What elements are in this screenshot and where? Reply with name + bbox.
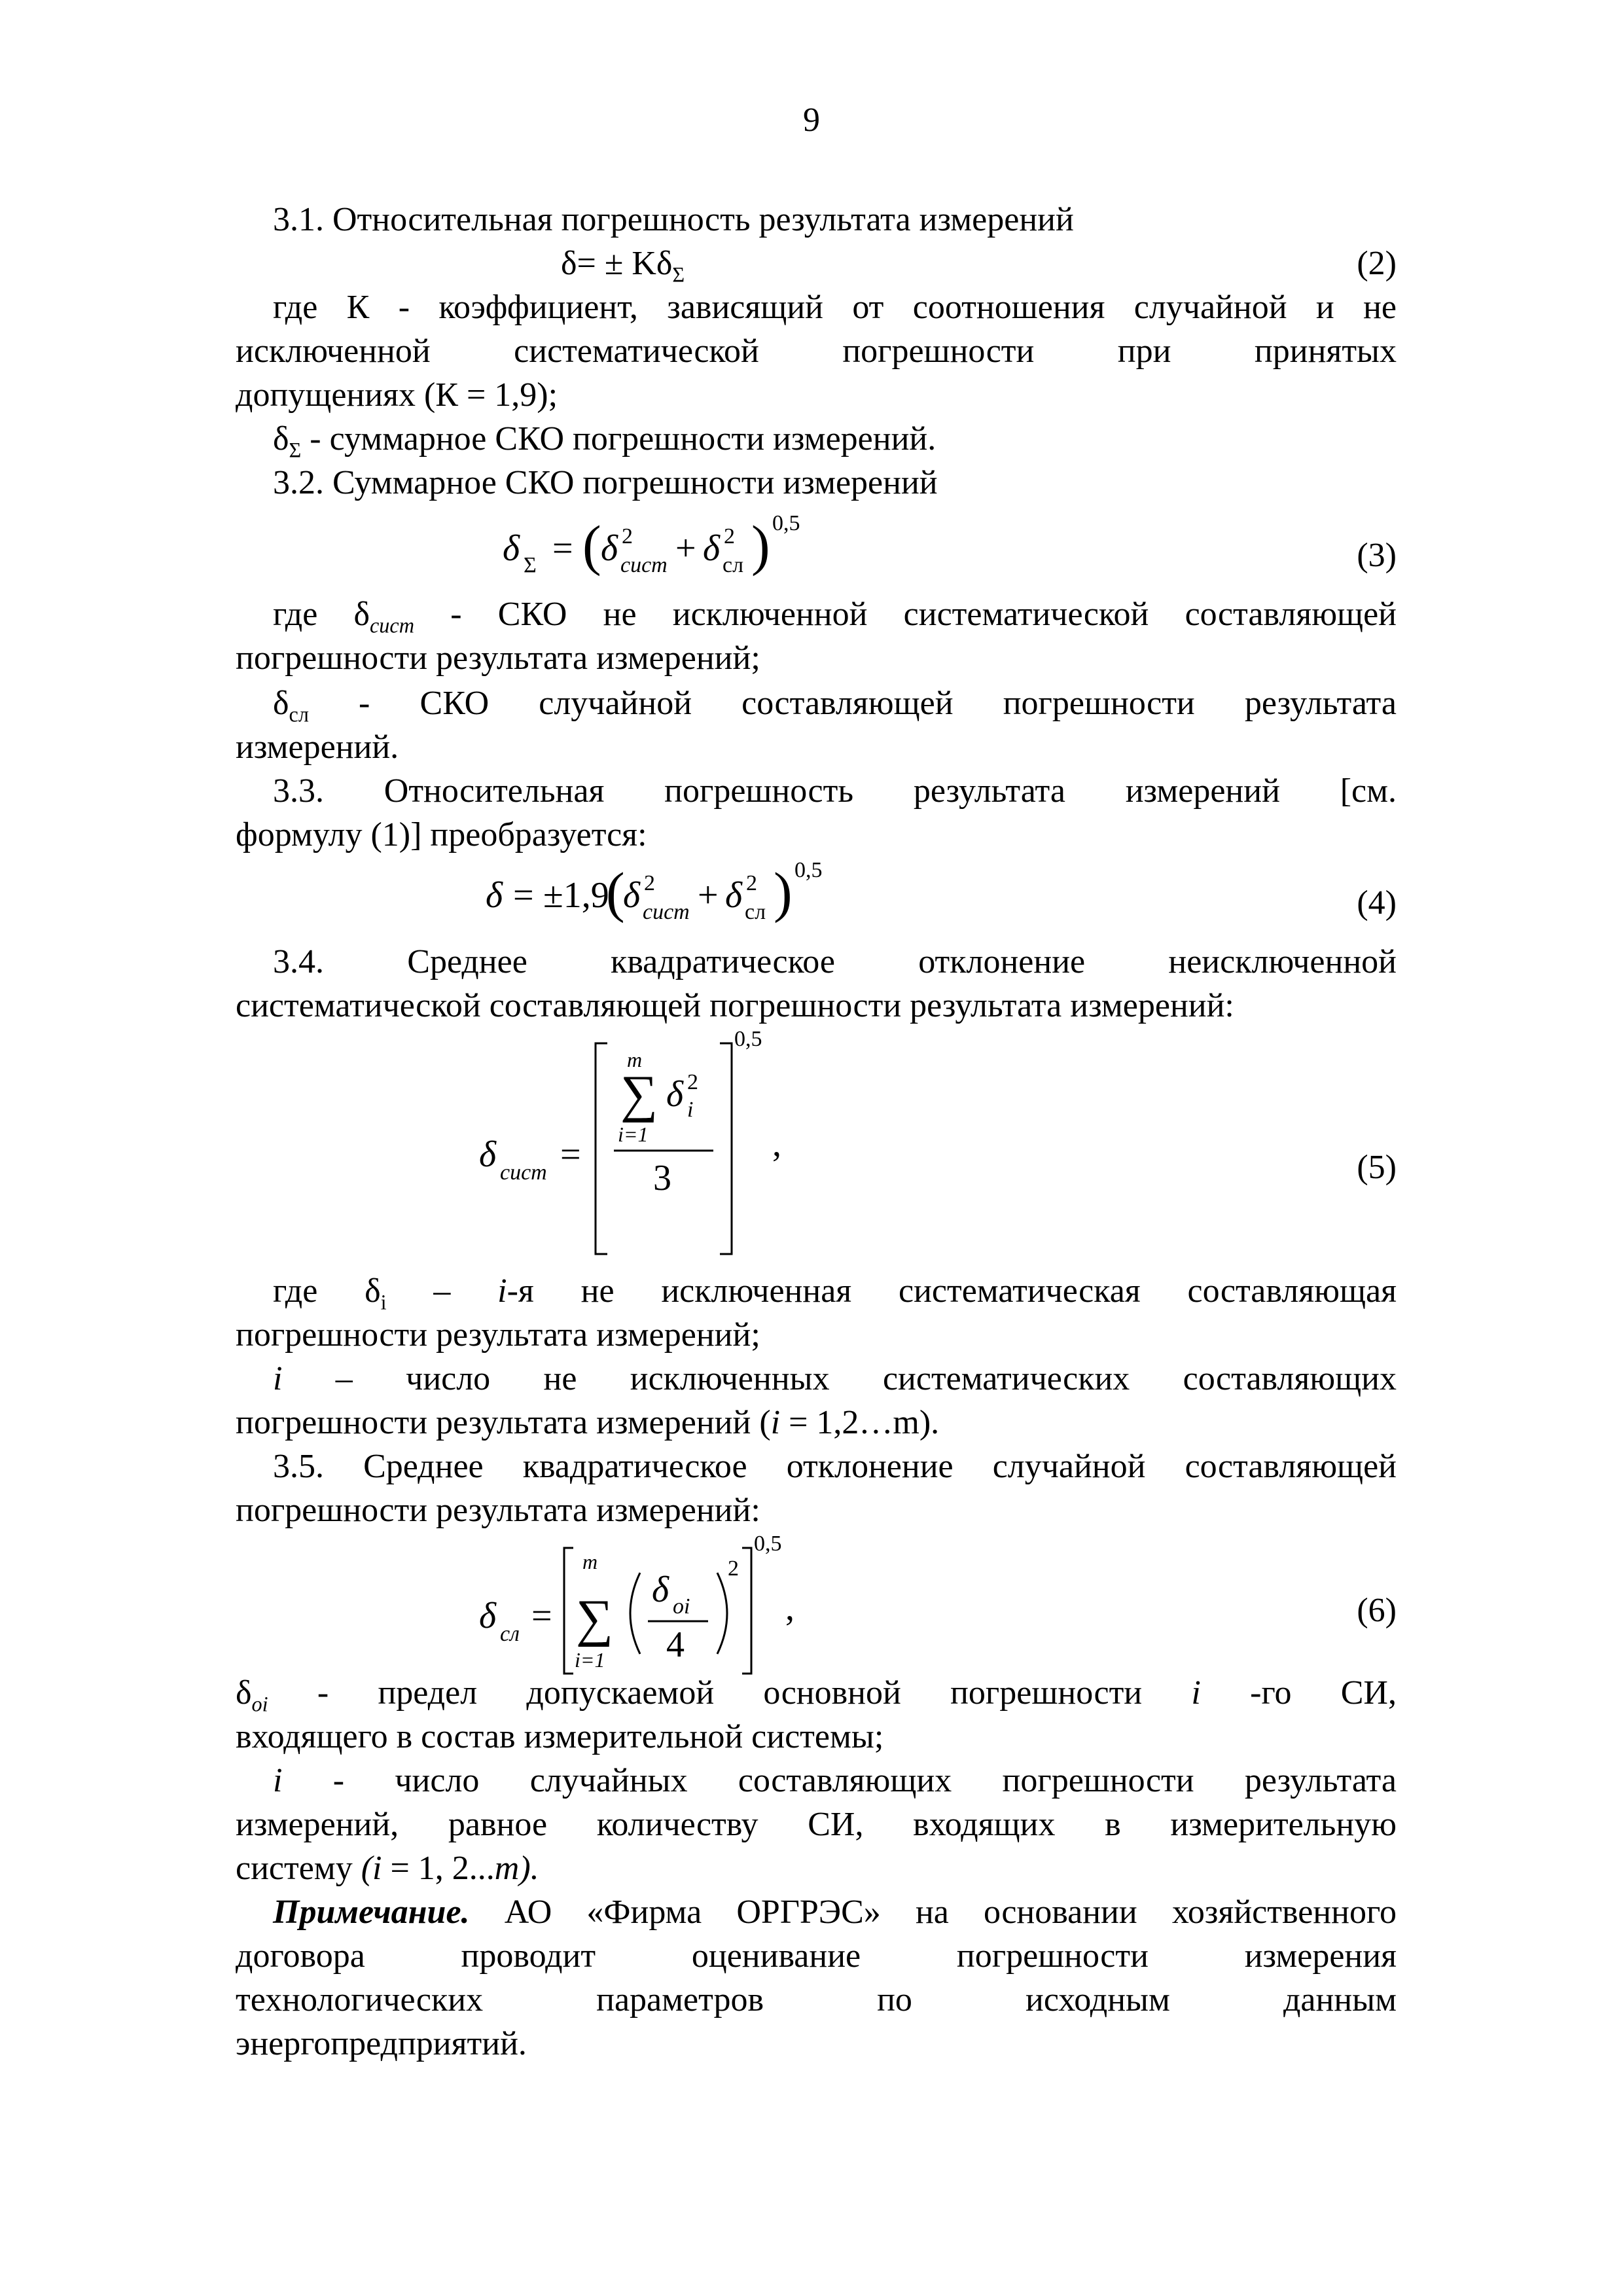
svg-text:i: i [687,1098,694,1122]
svg-text:3: 3 [653,1158,671,1198]
svg-text:): ) [774,861,793,924]
svg-text:сист: сист [643,900,690,924]
delta-sigma-definition: $\delta_\Sigma$ - суммарное СКО погрешности измерений. [273,420,936,462]
svg-text:0,5: 0,5 [794,858,823,882]
svg-text:2: 2 [687,1070,698,1094]
equation-2: $\delta= \pm K\delta_\Sigma$ [561,245,685,287]
svg-text:m: m [582,1550,598,1573]
svg-text:сл: сл [722,553,744,577]
delta-sl-definition-line-2: измерений. [236,728,399,766]
equation-5 [471,1028,812,1263]
equation-6-number: (6) [1357,1592,1397,1629]
svg-text:=: = [552,528,573,569]
note-line-2: договора проводит оценивание погрешности измерения [236,1937,1397,1975]
page-number: 9 [803,101,820,139]
note-line-4: энергопредприятий. [236,2025,527,2062]
svg-text:сл: сл [500,1622,520,1646]
svg-text:0,5: 0,5 [734,1028,762,1051]
svg-text:δ: δ [479,1596,497,1636]
svg-text:∑: ∑ [620,1066,658,1123]
svg-text:i=1: i=1 [575,1648,605,1672]
equation-4 [471,851,838,936]
svg-text:2: 2 [644,871,655,895]
svg-text:δ: δ [725,875,743,916]
svg-text:δ: δ [601,528,618,569]
note-line-3: технологических параметров по исходным данным [236,1981,1397,2018]
svg-text:δ: δ [623,875,641,916]
svg-text:δ: δ [703,528,721,569]
svg-text:сист: сист [500,1160,547,1185]
svg-text:=: = [560,1134,581,1175]
section-3-5-line-1: 3.5. Среднее квадратическое отклонение случайной составляющей [273,1448,1397,1485]
svg-text:δ: δ [652,1570,669,1610]
svg-text:4: 4 [666,1624,685,1665]
delta-sl-definition: $\delta_{сл}$ - СКО случайной составляющей погрешности результата [273,685,1397,726]
equation-2-number: (2) [1357,245,1397,282]
where-i-line-2: погрешности результата измерений (i = 1,2…m). [236,1404,940,1441]
svg-text:=: = [531,1596,552,1636]
svg-text:±1,9: ±1,9 [543,875,609,916]
equation-6 [471,1528,812,1685]
section-3-2-heading: 3.2. Суммарное СКО погрешности измерений [273,464,938,501]
svg-text:Σ: Σ [524,553,537,577]
where-sist-line-1: где $\delta_{сист}$ - СКО не исключенной систематической составляющей [273,596,1397,637]
svg-text:,: , [785,1588,794,1628]
svg-text:+: + [675,528,696,569]
svg-text:δ: δ [486,875,503,916]
where-i-random-line-3: систему (i = 1, 2...m). [236,1850,539,1887]
doi-definition-line-2: входящего в состав измерительной системы; [236,1718,884,1755]
equation-3 [484,504,825,589]
section-3-1-heading: 3.1. Относительная погрешность результата измерений [273,201,1074,238]
svg-text:(: ( [606,861,625,924]
svg-text:oi: oi [673,1594,690,1619]
where-i-line-1: i – число не исключенных систематических составляющих [273,1360,1397,1397]
section-3-3-line-1: 3.3. Относительная погрешность результата измерений [см. [273,772,1397,810]
svg-text:m: m [627,1048,643,1071]
svg-text:δ: δ [479,1134,497,1175]
svg-text:+: + [698,875,719,916]
equation-3-number: (3) [1357,537,1397,574]
svg-text:∑: ∑ [576,1590,614,1647]
svg-text:сл: сл [745,900,766,924]
svg-text:): ) [751,514,770,577]
svg-text:(: ( [582,514,601,577]
section-3-3-line-2: формулу (1)] преобразуется: [236,816,647,853]
svg-text:2: 2 [622,524,633,548]
svg-text:,: , [772,1124,781,1164]
where-k-line-1: где К - коэффициент, зависящий от соотношения случайной и не [273,289,1397,326]
svg-text:сист: сист [620,553,668,577]
note-line-1: Примечание. АО «Фирма ОРГРЭС» на основании хозяйственного [273,1893,1397,1931]
svg-text:δ: δ [503,528,520,569]
where-sist-line-2: погрешности результата измерений; [236,639,760,677]
section-3-4-line-2: систематической составляющей погрешности результата измерений: [236,987,1234,1024]
where-di-line-1: где $\delta_i - i-я$ не исключенная систематическая составляющая [273,1272,1397,1314]
where-i-random-line-1: i - число случайных составляющих погрешности результата [273,1762,1397,1799]
svg-text:2: 2 [724,524,735,548]
where-i-random-line-2: измерений, равное количеству СИ, входящих в измерительную [236,1806,1397,1843]
svg-text:2: 2 [746,871,757,895]
equation-5-number: (5) [1357,1149,1397,1186]
svg-text:2: 2 [728,1556,739,1581]
where-k-line-2: исключенной систематической погрешности при принятых [236,332,1397,370]
svg-text:0,5: 0,5 [754,1532,782,1556]
equation-4-number: (4) [1357,884,1397,922]
where-k-line-3: допущениях (К = 1,9); [236,376,558,414]
section-3-4-line-1: 3.4. Среднее квадратическое отклонение неисключенной [273,943,1397,980]
doi-definition-line-1: $\delta_{oi}$ - предел допускаемой основной погрешности i -го СИ, [236,1674,1397,1716]
svg-text:0,5: 0,5 [772,511,800,535]
section-3-5-line-2: погрешности результата измерений: [236,1492,760,1529]
svg-text:δ: δ [666,1074,684,1115]
svg-text:i=1: i=1 [618,1122,649,1146]
where-di-line-2: погрешности результата измерений; [236,1316,760,1354]
svg-text:=: = [513,875,534,916]
